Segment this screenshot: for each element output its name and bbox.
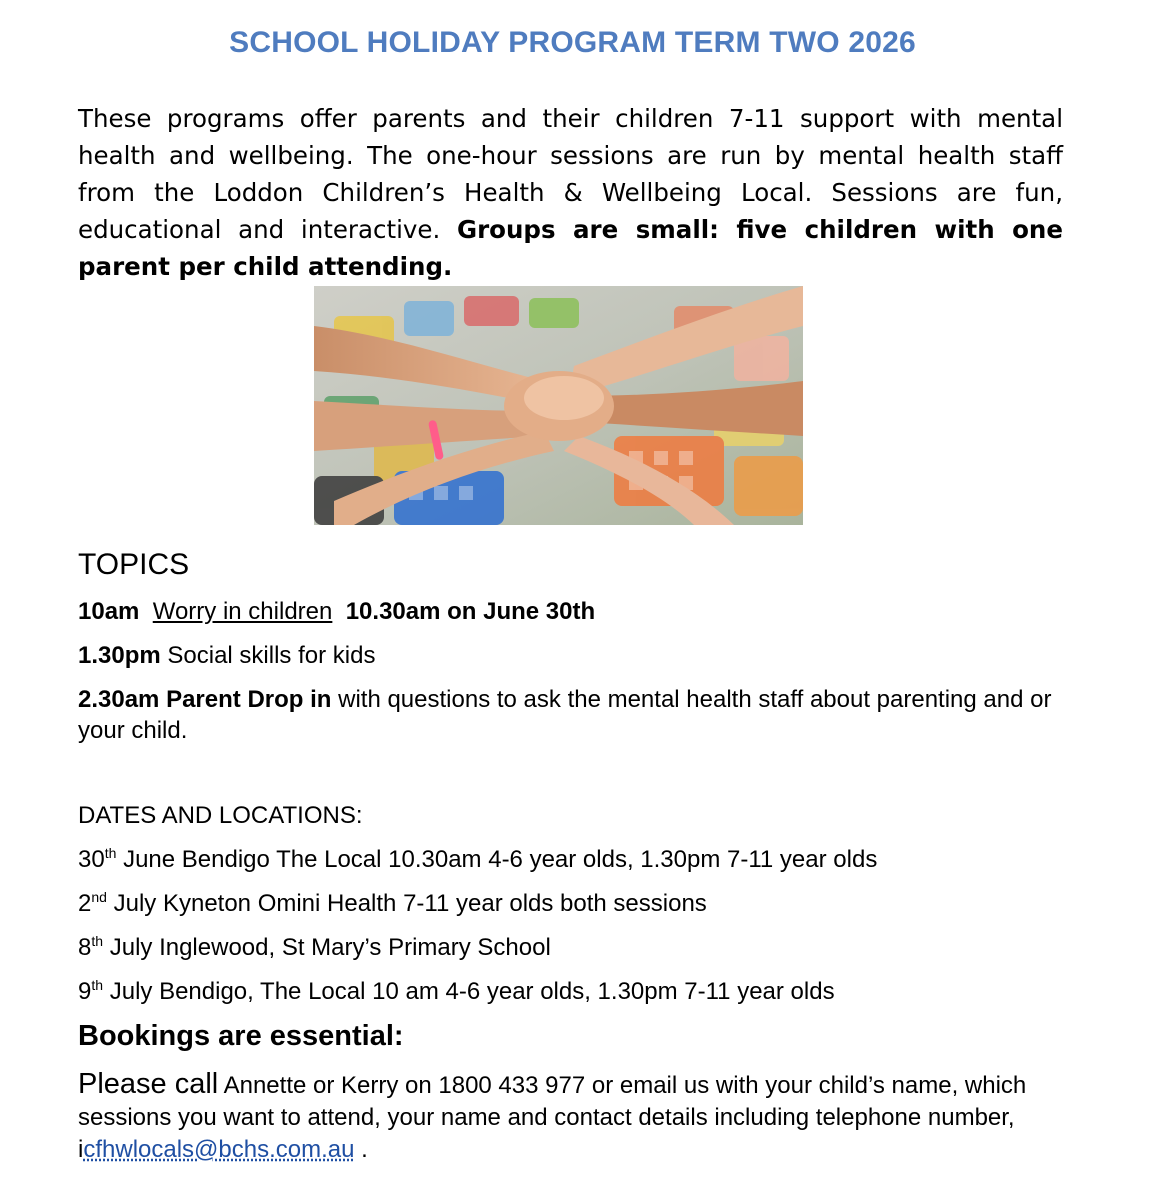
date-suffix: nd [91, 889, 107, 905]
topic-item-2 [78, 640, 1068, 671]
date-suffix: th [104, 845, 117, 861]
topic-item-3 [78, 684, 1068, 746]
topic-title: Social skills for kids [167, 642, 376, 669]
date-suffix: th [91, 933, 104, 949]
date-text: July Kyneton Omini Health 7-11 year olds both sessions [113, 890, 707, 917]
topic-title: with questions to ask the mental health staff about parenting and or your child. [78, 686, 1052, 744]
topics-heading: TOPICS [78, 548, 190, 581]
date-day: 30 [78, 846, 105, 873]
bookings-heading: Bookings are essential: [78, 1020, 404, 1052]
intro-bold-text: Groups are small: five children with one parent per child attending. [78, 215, 1063, 281]
email-link[interactable]: cfhwlocals@bchs.com.au [83, 1136, 355, 1163]
date-day: 8 [78, 934, 92, 961]
date-item-3 [78, 932, 1068, 963]
date-text: July Bendigo, The Local 10 am 4-6 year olds, 1.30pm 7-11 year olds [109, 978, 835, 1005]
date-suffix: th [91, 977, 104, 993]
topic-time: 1.30pm [78, 642, 161, 669]
intro-text: These programs offer parents and their children 7-11 support with mental health and wellbeing. The one-hour sessions are run by mental health staff from the Loddon Children’s Health & Wellbeing Local. Sessions are fun, educational and interactive. [78, 104, 1063, 244]
date-item-1 [78, 844, 1068, 875]
dates-heading: DATES AND LOCATIONS: [78, 802, 363, 829]
date-day: 9 [78, 978, 92, 1005]
intro-paragraph [78, 100, 1063, 285]
topic-item-1 [78, 596, 1068, 627]
topic-title: Worry in children [152, 598, 333, 625]
bookings-text: Annette or Kerry on 1800 433 977 or email us with your child’s name, which sessions you want to attend, your name and contact details including telephone number, [78, 1072, 1027, 1131]
date-text: July Inglewood, St Mary’s Primary School [109, 934, 551, 961]
bookings-paragraph [78, 1068, 1068, 1166]
topic-time: 10am [78, 598, 140, 625]
topic-bold-label: Parent Drop in [166, 686, 332, 713]
date-text: June Bendigo The Local 10.30am 4-6 year olds, 1.30pm 7-11 year olds [123, 846, 878, 873]
please-call-text: Please call [78, 1068, 219, 1100]
page-title: SCHOOL HOLIDAY PROGRAM TERM TWO 2026 [229, 26, 916, 59]
date-day: 2 [78, 890, 92, 917]
topic-extra: 10.30am on June 30th [345, 598, 596, 625]
date-item-2 [78, 888, 1068, 919]
topic-time: 2.30am [78, 686, 160, 713]
bookings-end: . [361, 1136, 368, 1163]
date-item-4 [78, 976, 1068, 1007]
stacked-hands-photo [314, 286, 803, 525]
email-prefix: i [78, 1136, 84, 1163]
